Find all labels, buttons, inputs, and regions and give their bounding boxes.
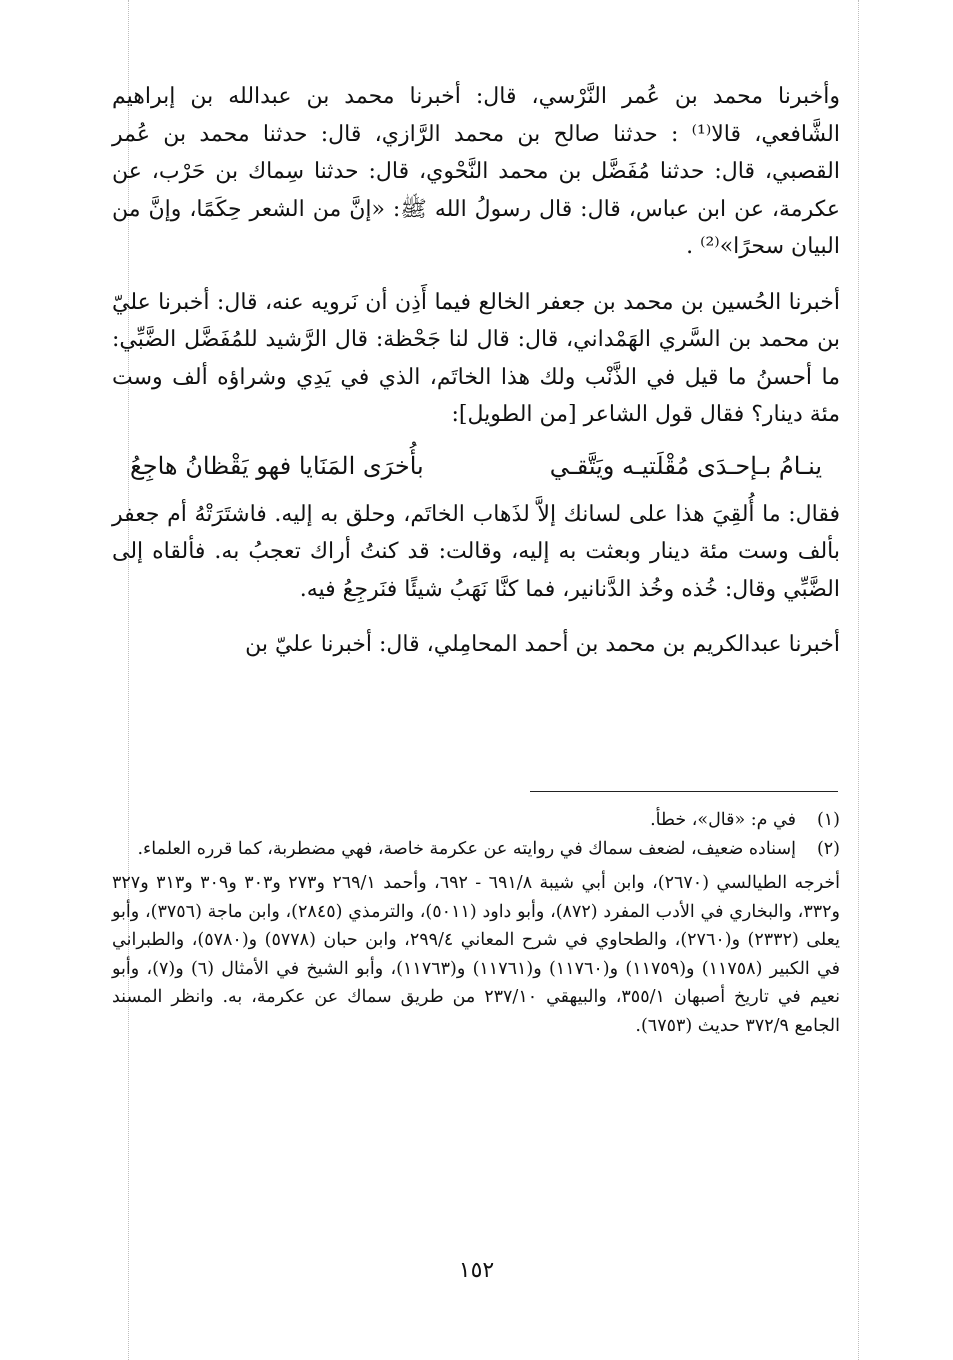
footnote-number: (١): [816, 810, 840, 830]
paragraph-after-verse: فقال: ما أُلقِيَ هذا على لسانك إلاَّ لذَهاب الخاتَم، وحلق به إليه. فاشتَرَتْهُ أم جعفر بألف وست مئة دينار وبعثت به إليه، وقالت: قد كنتُ أراك تعجبُ به. فألقاه إلى الضَّبِّي وقال: خُذه وخُذ الدَّنانير، فما كنَّا نَهَبُ شيئًا فنَرجِعُ فيه.: [112, 501, 840, 602]
paragraph-narration-3: أخبرنا عبدالكريم بن محمد بن أحمد المحامِلي، قال: أخبرنا عليّ بن: [245, 632, 840, 657]
footnote-2-continuation: أخرجه الطيالسي (٢٦٧٠)، وابن أبي شيبة ٦٩١/٨ - ٦٩٢، وأحمد ٢٦٩/١ و٢٧٣ و٣٠٣ و٣٠٩ و٣١٣ و٣٢٧ و٣٣٢، والبخاري في الأدب المفرد (٨٧٢)، وأبو داود (٥٠١١)، والترمذي (٢٨٤٥)، وابن ماجة (٣٧٥٦)، وأبو يعلى (٢٣٣٢) و(٢٧٦٠)، والطحاوي في شرح المعاني ٢٩٩/٤، وابن حبان (٥٧٧٨) و(٥٧٨٠)، والطبراني في الكبير (١١٧٥٨) و(١١٧٥٩) و(١١٧٦٠) و(١١٧٦١) و(١١٧٦٣)، وأبو الشيخ في الأمثال (٦) و(٧)، وأبو نعيم في تاريخ أصبهان ٣٥٥/١، والبيهقي ٢٣٧/١٠ من طريق سماك عن عكرمة، به. وانظر المسند الجامع ٣٧٢/٩ حديث (٦٧٥٣).: [112, 873, 841, 1036]
footnote-separator: [530, 791, 838, 792]
main-text: [112, 78, 840, 664]
footnotes: [112, 806, 840, 1040]
footnote-2: [112, 835, 840, 864]
footnote-text: إسناده ضعيف، لضعف سماك في روايته عن عكرمة خاصة، فهي مضطربة، كما قرره العلماء.: [137, 838, 796, 859]
footnote-number: (٢): [816, 838, 840, 859]
verse-first-hemistich: ينـامُ بـإحـدَى مُقْلَتيـه ويَتَّقـي: [549, 451, 822, 480]
paragraph-narration-1: وأخبرنا محمد بن عُمر النَّرْسي، قال: أخبرنا محمد بن عبدالله بن إبراهيم الشَّافعي، قالا⁽¹⁾ : حدثنا صالح بن محمد الرَّازي، قال: حدثنا محمد بن عُمر القصبي، قال: حدثنا مُفَضَّل بن محمد النَّحْوي، قال: حدثنا سِماك بن حَرْب، عن عكرمة، عن ابن عباس، قال: قال رسولُ الله ﷺ: «إنَّ من الشعر حِكَمًا، وإنَّ من البيان سحرًا»⁽²⁾ .: [112, 84, 840, 259]
poetry-verse: [130, 446, 822, 486]
verse-second-hemistich: بأُخرَى المَنَايا فهو يَقْظانُ هاجِعُ: [130, 451, 424, 480]
footnote-text: في م: «قال»، خطأ.: [650, 810, 796, 830]
paragraph-narration-2: أخبرنا الحُسين بن محمد بن جعفر الخالع فيما أَذِن أن نَرويه عنه، قال: أخبرنا عليّ بن محمد بن السَّري الهَمْداني، قال: قال لنا جَحْظة: قال الرَّشيد للمُفَضَّل الضَّبِّي: ما أحسنُ ما قيل في الذَّنْب ولك هذا الخاتَم، الذي في يَدِي وشراؤه ألف وست مئة دينار؟ فقال قول الشاعر [من الطويل]:: [112, 289, 840, 427]
scan-edge-right: [858, 0, 859, 1360]
footnote-1: [112, 806, 840, 835]
page-number: ١٥٢: [458, 1258, 495, 1283]
